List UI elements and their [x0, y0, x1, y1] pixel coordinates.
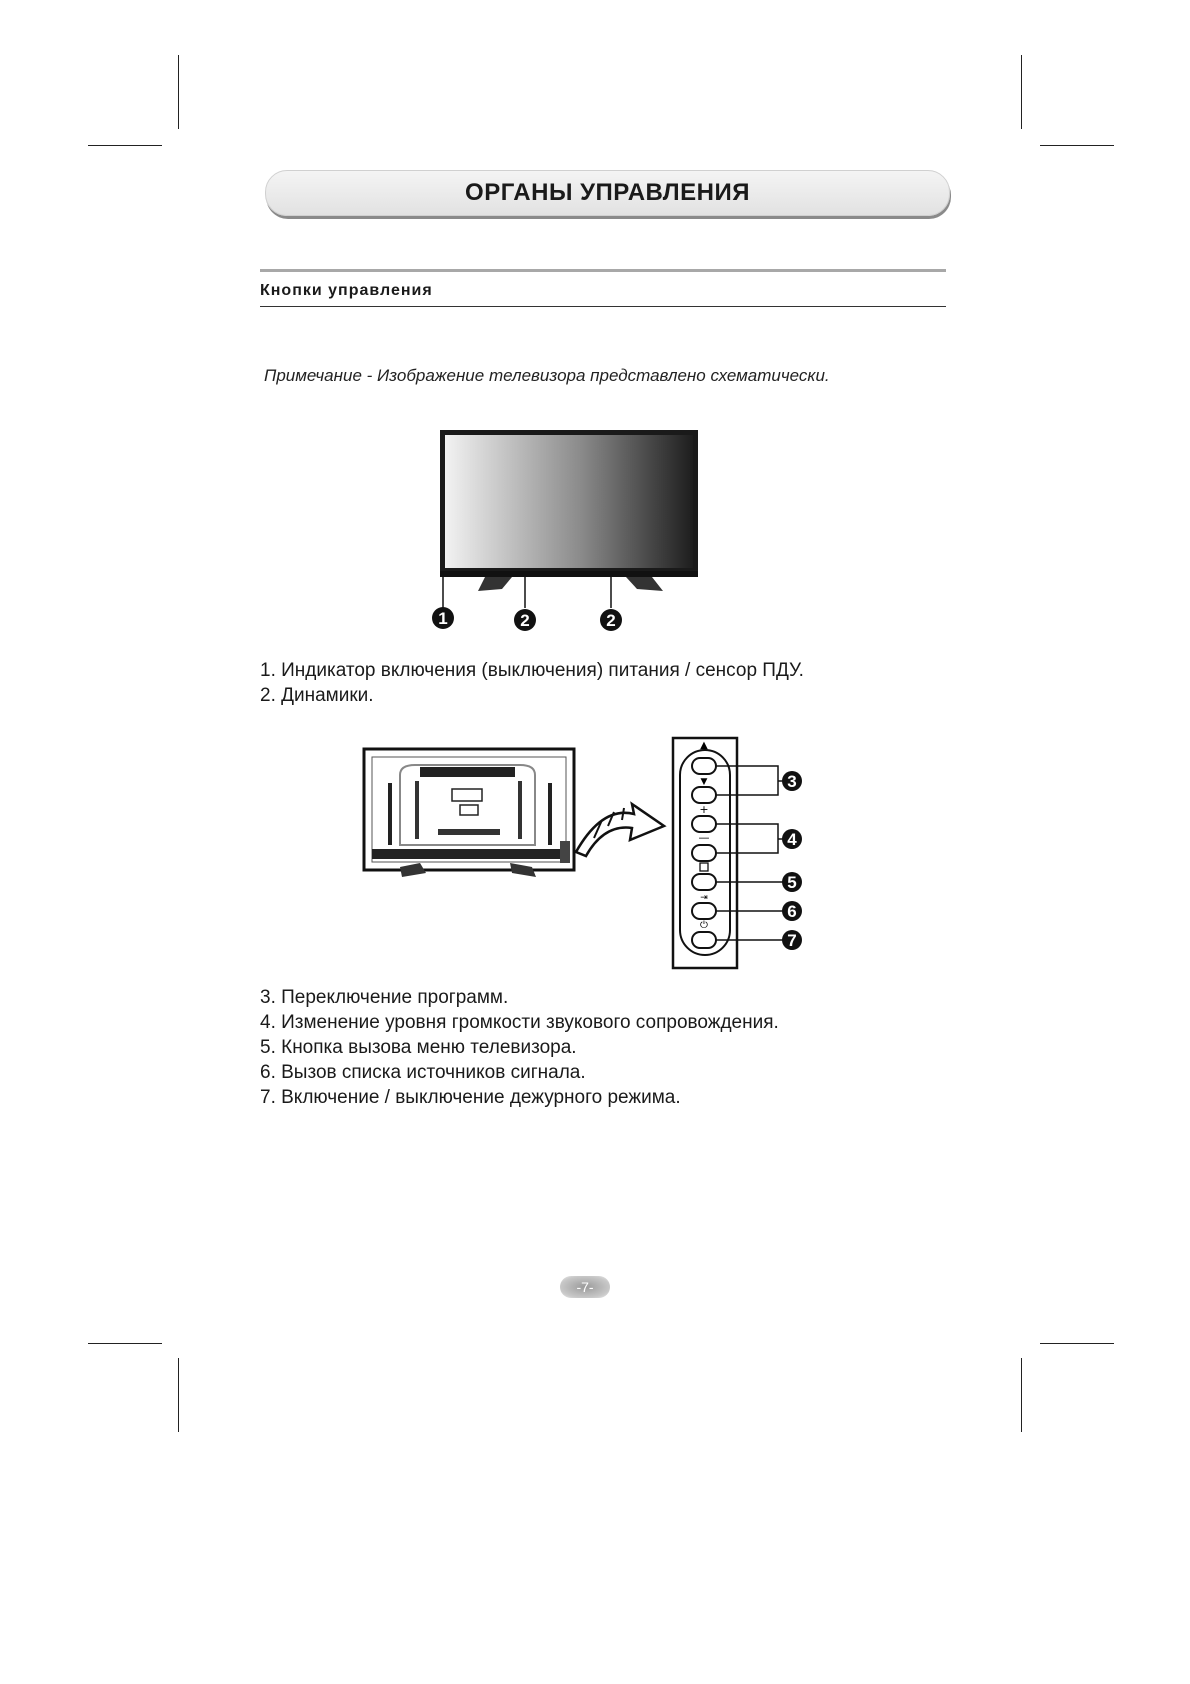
section-title: Кнопки управления [260, 282, 433, 299]
tv-screen [445, 435, 693, 568]
svg-text:⏻: ⏻ [700, 920, 708, 931]
callout-2-speaker-left [514, 609, 536, 631]
tv-front-illustration [430, 425, 710, 635]
callout-label: 6 [787, 902, 797, 921]
svg-text:—: — [698, 831, 710, 844]
crop-mark-bl-h [88, 1343, 162, 1344]
list-item: 1. Индикатор включения (выключения) питания / сенсор ПДУ. [260, 660, 804, 681]
list-item: 6. Вызов списка источников сигнала. [260, 1062, 586, 1083]
callout-label: 5 [787, 873, 797, 892]
crop-mark-tr-h [1040, 145, 1114, 146]
svg-text:▼: ▼ [700, 777, 708, 787]
side-button-panel [670, 735, 810, 975]
tv-rear-illustration [360, 745, 580, 895]
section-rule-top [260, 269, 946, 272]
callout-3-channel [782, 771, 802, 791]
crop-mark-tl-h [88, 145, 162, 146]
crop-mark-bl-v [178, 1358, 179, 1432]
front-controls-list [260, 658, 804, 708]
list-item: 2. Динамики. [260, 685, 374, 706]
callout-4-volume [782, 829, 802, 849]
svg-text:⇥: ⇥ [700, 893, 708, 903]
callout-label: 2 [520, 611, 530, 630]
callout-1-indicator [432, 607, 454, 629]
crop-mark-br-h [1040, 1343, 1114, 1344]
arrow-to-side-panel [572, 800, 672, 860]
callout-7-power [782, 930, 802, 950]
tv-stand-right [626, 577, 663, 591]
callout-label: 2 [606, 611, 616, 630]
section-rule-bottom [260, 306, 946, 307]
crop-mark-br-v [1021, 1358, 1022, 1432]
page-title: ОРГАНЫ УПРАВЛЕНИЯ [465, 179, 750, 206]
callout-5-menu [782, 872, 802, 892]
side-controls-list [260, 985, 779, 1110]
callout-6-source [782, 901, 802, 921]
callout-label: 4 [787, 830, 797, 849]
callout-label: 1 [438, 609, 448, 628]
crop-mark-tr-v [1021, 55, 1022, 129]
crop-mark-tl-v [178, 55, 179, 129]
note-text: Примечание - Изображение телевизора представлено схематически. [264, 366, 830, 385]
tv-stand-left [478, 577, 512, 591]
list-item: 7. Включение / выключение дежурного режима. [260, 1087, 681, 1108]
svg-text:+: + [699, 803, 709, 816]
callout-label: 7 [787, 931, 797, 950]
list-item: 4. Изменение уровня громкости звукового сопровождения. [260, 1012, 779, 1033]
page-title-bar [265, 170, 950, 216]
callout-label: 3 [787, 772, 797, 791]
page-number: -7- [560, 1276, 610, 1298]
list-item: 5. Кнопка вызова меню телевизора. [260, 1037, 577, 1058]
svg-text:▲: ▲ [700, 740, 708, 751]
callout-2-speaker-right [600, 609, 622, 631]
list-item: 3. Переключение программ. [260, 987, 509, 1008]
